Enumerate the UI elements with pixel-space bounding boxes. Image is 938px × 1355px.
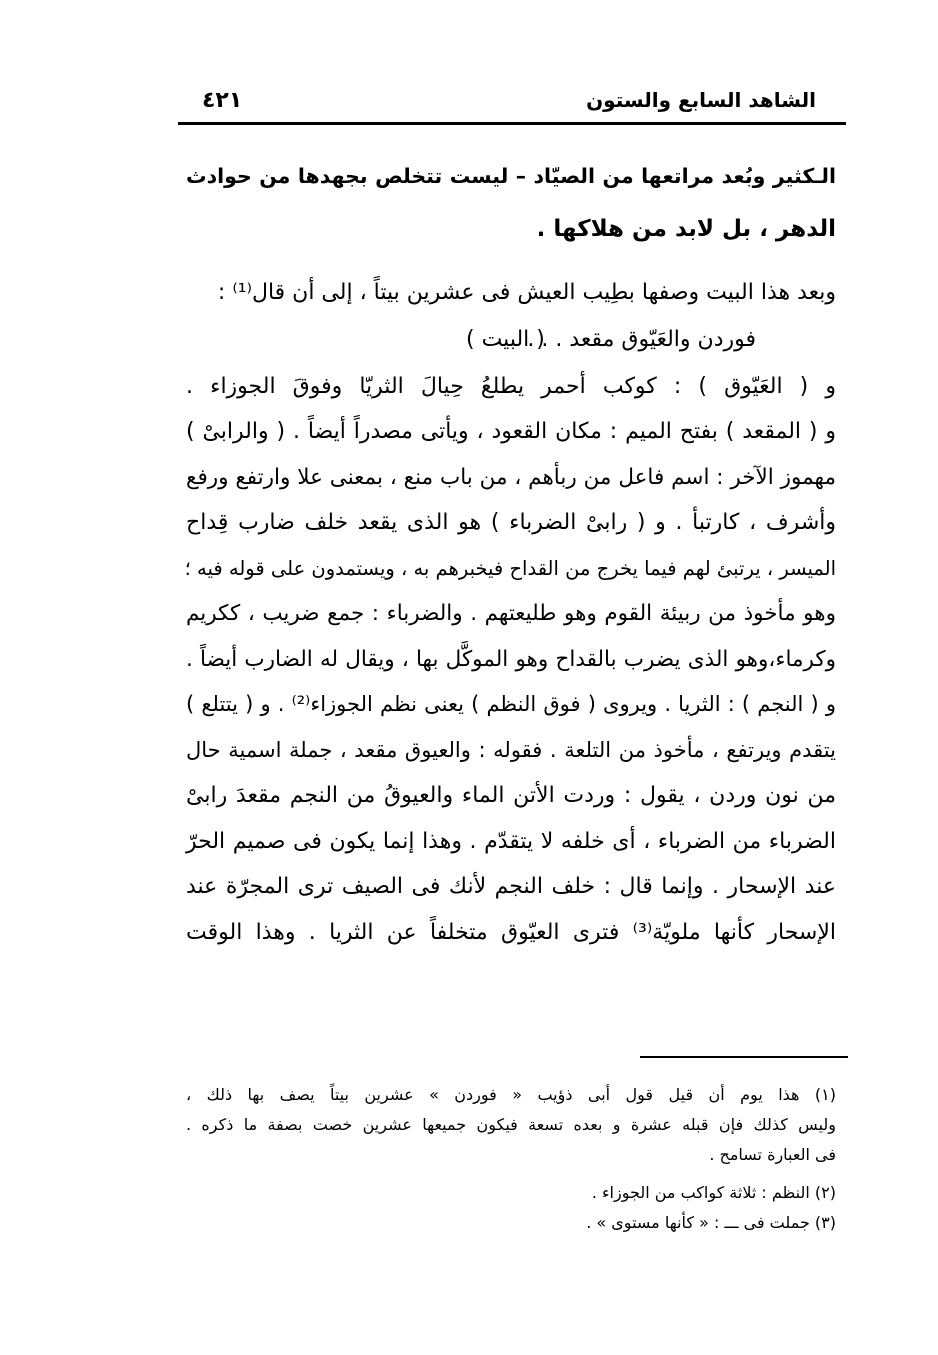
- page-number: ٤٢١: [202, 88, 243, 113]
- commentary-line: يتقدم ويرتفع ، مأخوذ من التلعة . فقوله : والعيوق مقعد ، جملة اسمية حال: [186, 737, 836, 762]
- commentary-line: وكرماء،وهو الذى يضرب بالقداح وهو الموكَّل بها ، ويقال له الضارب أيضاً .: [186, 646, 836, 672]
- commentary-line: من نون وردن ، يقول : وردت الأتن الماء والعيوقُ من النجم مقعدَ رابىْ: [186, 783, 836, 808]
- footnote-2: (٢) النظم : ثلاثة كواكب من الجوزاء .: [591, 1183, 836, 1202]
- commentary-line: و ( النجم ) : الثريا . ويروى ( فوق النظم ) يعنى نظم الجوزاء⁽²⁾ . و ( يتتلع ): [186, 692, 836, 716]
- text-line: الـكثير وبُعد مراتعها من الصيّاد – ليست تتخلص بجهدها من حوادث: [186, 164, 836, 188]
- footnotes: [186, 1080, 836, 1238]
- commentary-line: الميسر ، يرتبئ لهم فيما يخرج من القداح فيخبرهم به ، ويستمدون على قوله فيه ؛: [184, 556, 836, 580]
- footnote-rule: [640, 1056, 848, 1058]
- intro-line: وبعد هذا البيت وصفها بطِيب العيش فى عشرين بيتاً ، إلى أن قال⁽¹⁾ :: [217, 280, 836, 305]
- commentary-line: و ( العَيّوق ) : كوكب أحمر يطلعُ حِيالَ الثريّا وفوقَ الجوزاء .: [186, 373, 836, 399]
- verse-text: فوردن والعَيّوق مقعد . . .: [527, 326, 756, 352]
- verse-reference: ( البيت ): [466, 326, 545, 352]
- text-line: الدهر ، بل لابد من هلاكها .: [536, 216, 836, 242]
- verse-line: [186, 316, 836, 364]
- commentary-line: الإسحار كأنها ملويّة⁽³⁾ فترى العيّوق متخلفاً عن الثريا . وهذا الوقت: [186, 919, 836, 945]
- commentary-line: الضرباء من الضرباء ، أى خلفه لا يتقدّم . وهذا إنما يكون فى صميم الحرّ: [186, 828, 836, 854]
- commentary-line: وأشرف ، كارتبأ . و ( رابىْ الضرباء ) هو الذى يقعد خلف ضارب قِداح: [186, 510, 836, 535]
- commentary-line: وهو مأخوذ من ربيئة القوم وهو طليعتهم . والضرباء : جمع ضريب ، ككريم: [186, 601, 836, 626]
- commentary-line: مهموز الآخر : اسم فاعل من ربأهم ، من باب منع ، بمعنى علا وارتفع ورفع: [186, 464, 836, 490]
- page-header: [178, 82, 846, 122]
- footnote-1-line: (١) هذا يوم أن قيل قول أبى ذؤيب « فوردن » عشرين بيتاً يصف بها ذلك ،: [186, 1085, 836, 1104]
- commentary-line: و ( المقعد ) بفتح الميم : مكان القعود ، ويأتى مصدراً أيضاً . ( والرابىْ ): [186, 419, 836, 444]
- commentary-line: عند الإسحار . وإنما قال : خلف النجم لأنك فى الصيف ترى المجرّة عند: [186, 874, 836, 899]
- running-title: الشاهد السابع والستون: [586, 88, 816, 112]
- header-rule: [178, 122, 846, 125]
- footnote-1-line: وليس كذلك فإن قبله عشرة و بعده تسعة فيكون جميعها عشرين خصت بصفة ما ذكره .: [186, 1115, 836, 1134]
- footnote-3: (٣) جملت فى ـــ : « كأنها مستوى » .: [586, 1213, 836, 1232]
- footnote-1-line: فى العبارة تسامح .: [709, 1145, 836, 1164]
- body-text: [186, 150, 836, 955]
